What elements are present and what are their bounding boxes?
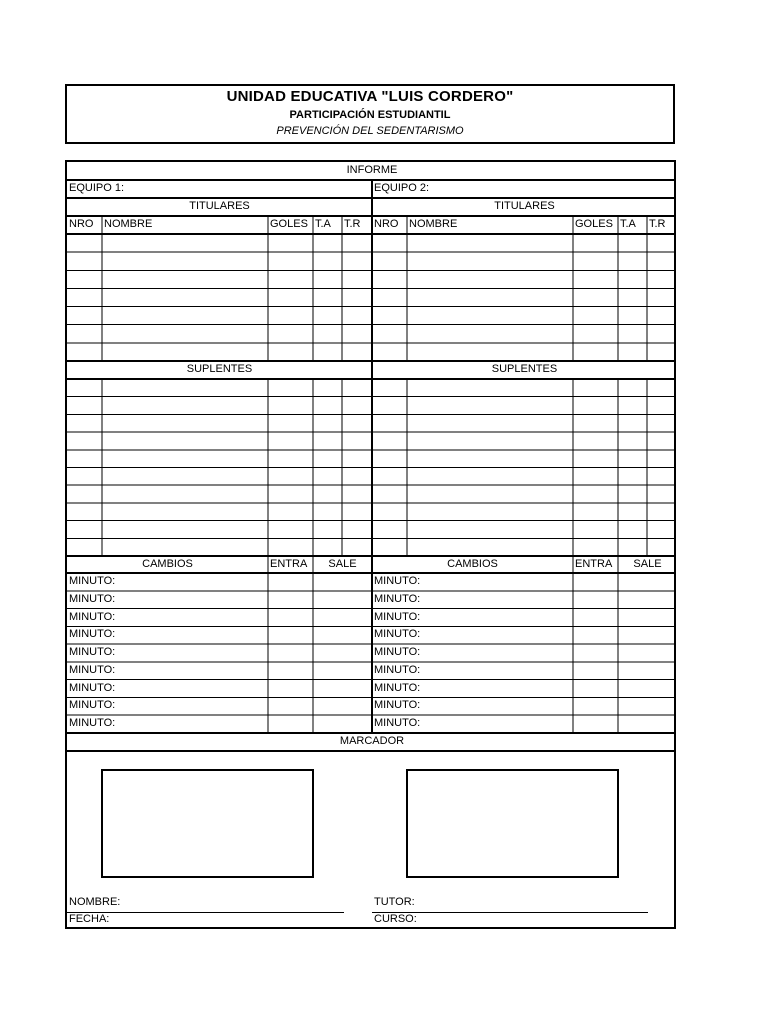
team2-minuto-label: MINUTO:	[374, 575, 421, 587]
tutor-signature-line[interactable]	[372, 912, 648, 913]
team2-minuto-label: MINUTO:	[374, 610, 421, 623]
team2-titular-row[interactable]	[409, 234, 569, 251]
curso-label: CURSO:	[374, 913, 417, 925]
team2-minuto-label: MINUTO:	[374, 717, 421, 730]
team1-minuto-label: MINUTO:	[69, 646, 116, 659]
team2-minuto-label: MINUTO:	[374, 663, 421, 676]
team2-suplente-row[interactable]	[409, 503, 569, 520]
team1-entra-heading: ENTRA	[270, 558, 308, 570]
team2-titular-row[interactable]	[409, 307, 569, 324]
team2-label: EQUIPO 2:	[374, 182, 430, 194]
team1-titular-row[interactable]	[104, 252, 264, 269]
team2-suplente-row[interactable]	[409, 432, 569, 449]
team2-titular-row[interactable]	[409, 343, 569, 360]
team2-suplentes-heading: SUPLENTES	[491, 363, 558, 375]
team1-minuto-label: MINUTO:	[69, 628, 116, 641]
team1-suplente-row[interactable]	[104, 538, 264, 555]
team1-titular-row[interactable]	[104, 288, 264, 305]
nombre-label: NOMBRE:	[69, 896, 121, 908]
team2-titular-row[interactable]	[409, 252, 569, 269]
team1-suplente-row[interactable]	[104, 414, 264, 431]
team2-col-nombre: NOMBRE	[409, 218, 458, 230]
team2-minuto-label: MINUTO:	[374, 681, 421, 694]
team1-suplente-row[interactable]	[104, 503, 264, 520]
school-title: UNIDAD EDUCATIVA "LUIS CORDERO"	[226, 88, 514, 105]
team1-suplente-row[interactable]	[104, 379, 264, 396]
team1-titular-row[interactable]	[104, 325, 264, 342]
team2-suplente-row[interactable]	[409, 538, 569, 555]
team2-suplente-row[interactable]	[409, 468, 569, 485]
team2-suplente-row[interactable]	[409, 521, 569, 538]
team1-titular-row[interactable]	[104, 234, 264, 251]
team2-col-nro: NRO	[374, 218, 399, 230]
team2-minuto-label: MINUTO:	[374, 646, 421, 659]
informe-heading: INFORME	[346, 164, 398, 176]
team1-suplente-row[interactable]	[104, 450, 264, 467]
team2-minuto-label: MINUTO:	[374, 699, 421, 712]
team2-col-goles: GOLES	[575, 218, 613, 230]
match-report-form	[65, 160, 676, 929]
team1-minuto-label: MINUTO:	[69, 699, 116, 712]
team2-suplente-row[interactable]	[409, 485, 569, 502]
team2-titulares-heading: TITULARES	[494, 200, 555, 212]
team1-suplente-row[interactable]	[104, 468, 264, 485]
team2-sale-heading: SALE	[633, 558, 662, 570]
team1-minuto-label: MINUTO:	[69, 610, 116, 623]
team1-score-box[interactable]	[101, 769, 314, 878]
team2-entra-heading: ENTRA	[575, 558, 613, 570]
team1-col-nombre: NOMBRE	[104, 218, 153, 230]
team2-suplente-row[interactable]	[409, 450, 569, 467]
team2-titular-row[interactable]	[409, 270, 569, 287]
team1-titular-row[interactable]	[104, 343, 264, 360]
team2-col-ta: T.A	[620, 218, 636, 230]
team1-col-ta: T.A	[315, 218, 331, 230]
team1-suplente-row[interactable]	[104, 397, 264, 414]
team2-score-box[interactable]	[406, 769, 619, 878]
team1-col-tr: T.R	[344, 218, 361, 230]
team2-minuto-label: MINUTO:	[374, 592, 421, 605]
team2-titular-row[interactable]	[409, 325, 569, 342]
program-tagline: PREVENCIÓN DEL SEDENTARISMO	[276, 125, 464, 137]
team1-minuto-label: MINUTO:	[69, 592, 116, 605]
program-subtitle: PARTICIPACIÓN ESTUDIANTIL	[289, 109, 451, 121]
team2-minuto-label: MINUTO:	[374, 628, 421, 641]
team1-minuto-label: MINUTO:	[69, 717, 116, 730]
team1-suplente-row[interactable]	[104, 485, 264, 502]
marcador-heading: MARCADOR	[339, 735, 405, 747]
team1-titular-row[interactable]	[104, 307, 264, 324]
team1-suplente-row[interactable]	[104, 432, 264, 449]
document-header	[65, 84, 675, 144]
team1-cambios-heading: CAMBIOS	[142, 558, 193, 570]
team2-titular-row[interactable]	[409, 288, 569, 305]
team2-suplente-row[interactable]	[409, 414, 569, 431]
tutor-label: TUTOR:	[374, 896, 415, 908]
team1-minuto-label: MINUTO:	[69, 663, 116, 676]
team1-col-nro: NRO	[69, 218, 94, 230]
team2-col-tr: T.R	[649, 218, 666, 230]
team1-titular-row[interactable]	[104, 270, 264, 287]
team1-titulares-heading: TITULARES	[189, 200, 250, 212]
fecha-label: FECHA:	[69, 913, 110, 925]
team1-minuto-label: MINUTO:	[69, 681, 116, 694]
team1-minuto-label: MINUTO:	[69, 575, 116, 587]
team1-label: EQUIPO 1:	[69, 182, 125, 194]
team1-sale-heading: SALE	[328, 558, 357, 570]
team2-suplente-row[interactable]	[409, 397, 569, 414]
nombre-signature-line[interactable]	[67, 912, 344, 913]
team1-suplentes-heading: SUPLENTES	[186, 363, 253, 375]
team1-col-goles: GOLES	[270, 218, 308, 230]
team1-suplente-row[interactable]	[104, 521, 264, 538]
team2-cambios-heading: CAMBIOS	[447, 558, 498, 570]
team2-suplente-row[interactable]	[409, 379, 569, 396]
